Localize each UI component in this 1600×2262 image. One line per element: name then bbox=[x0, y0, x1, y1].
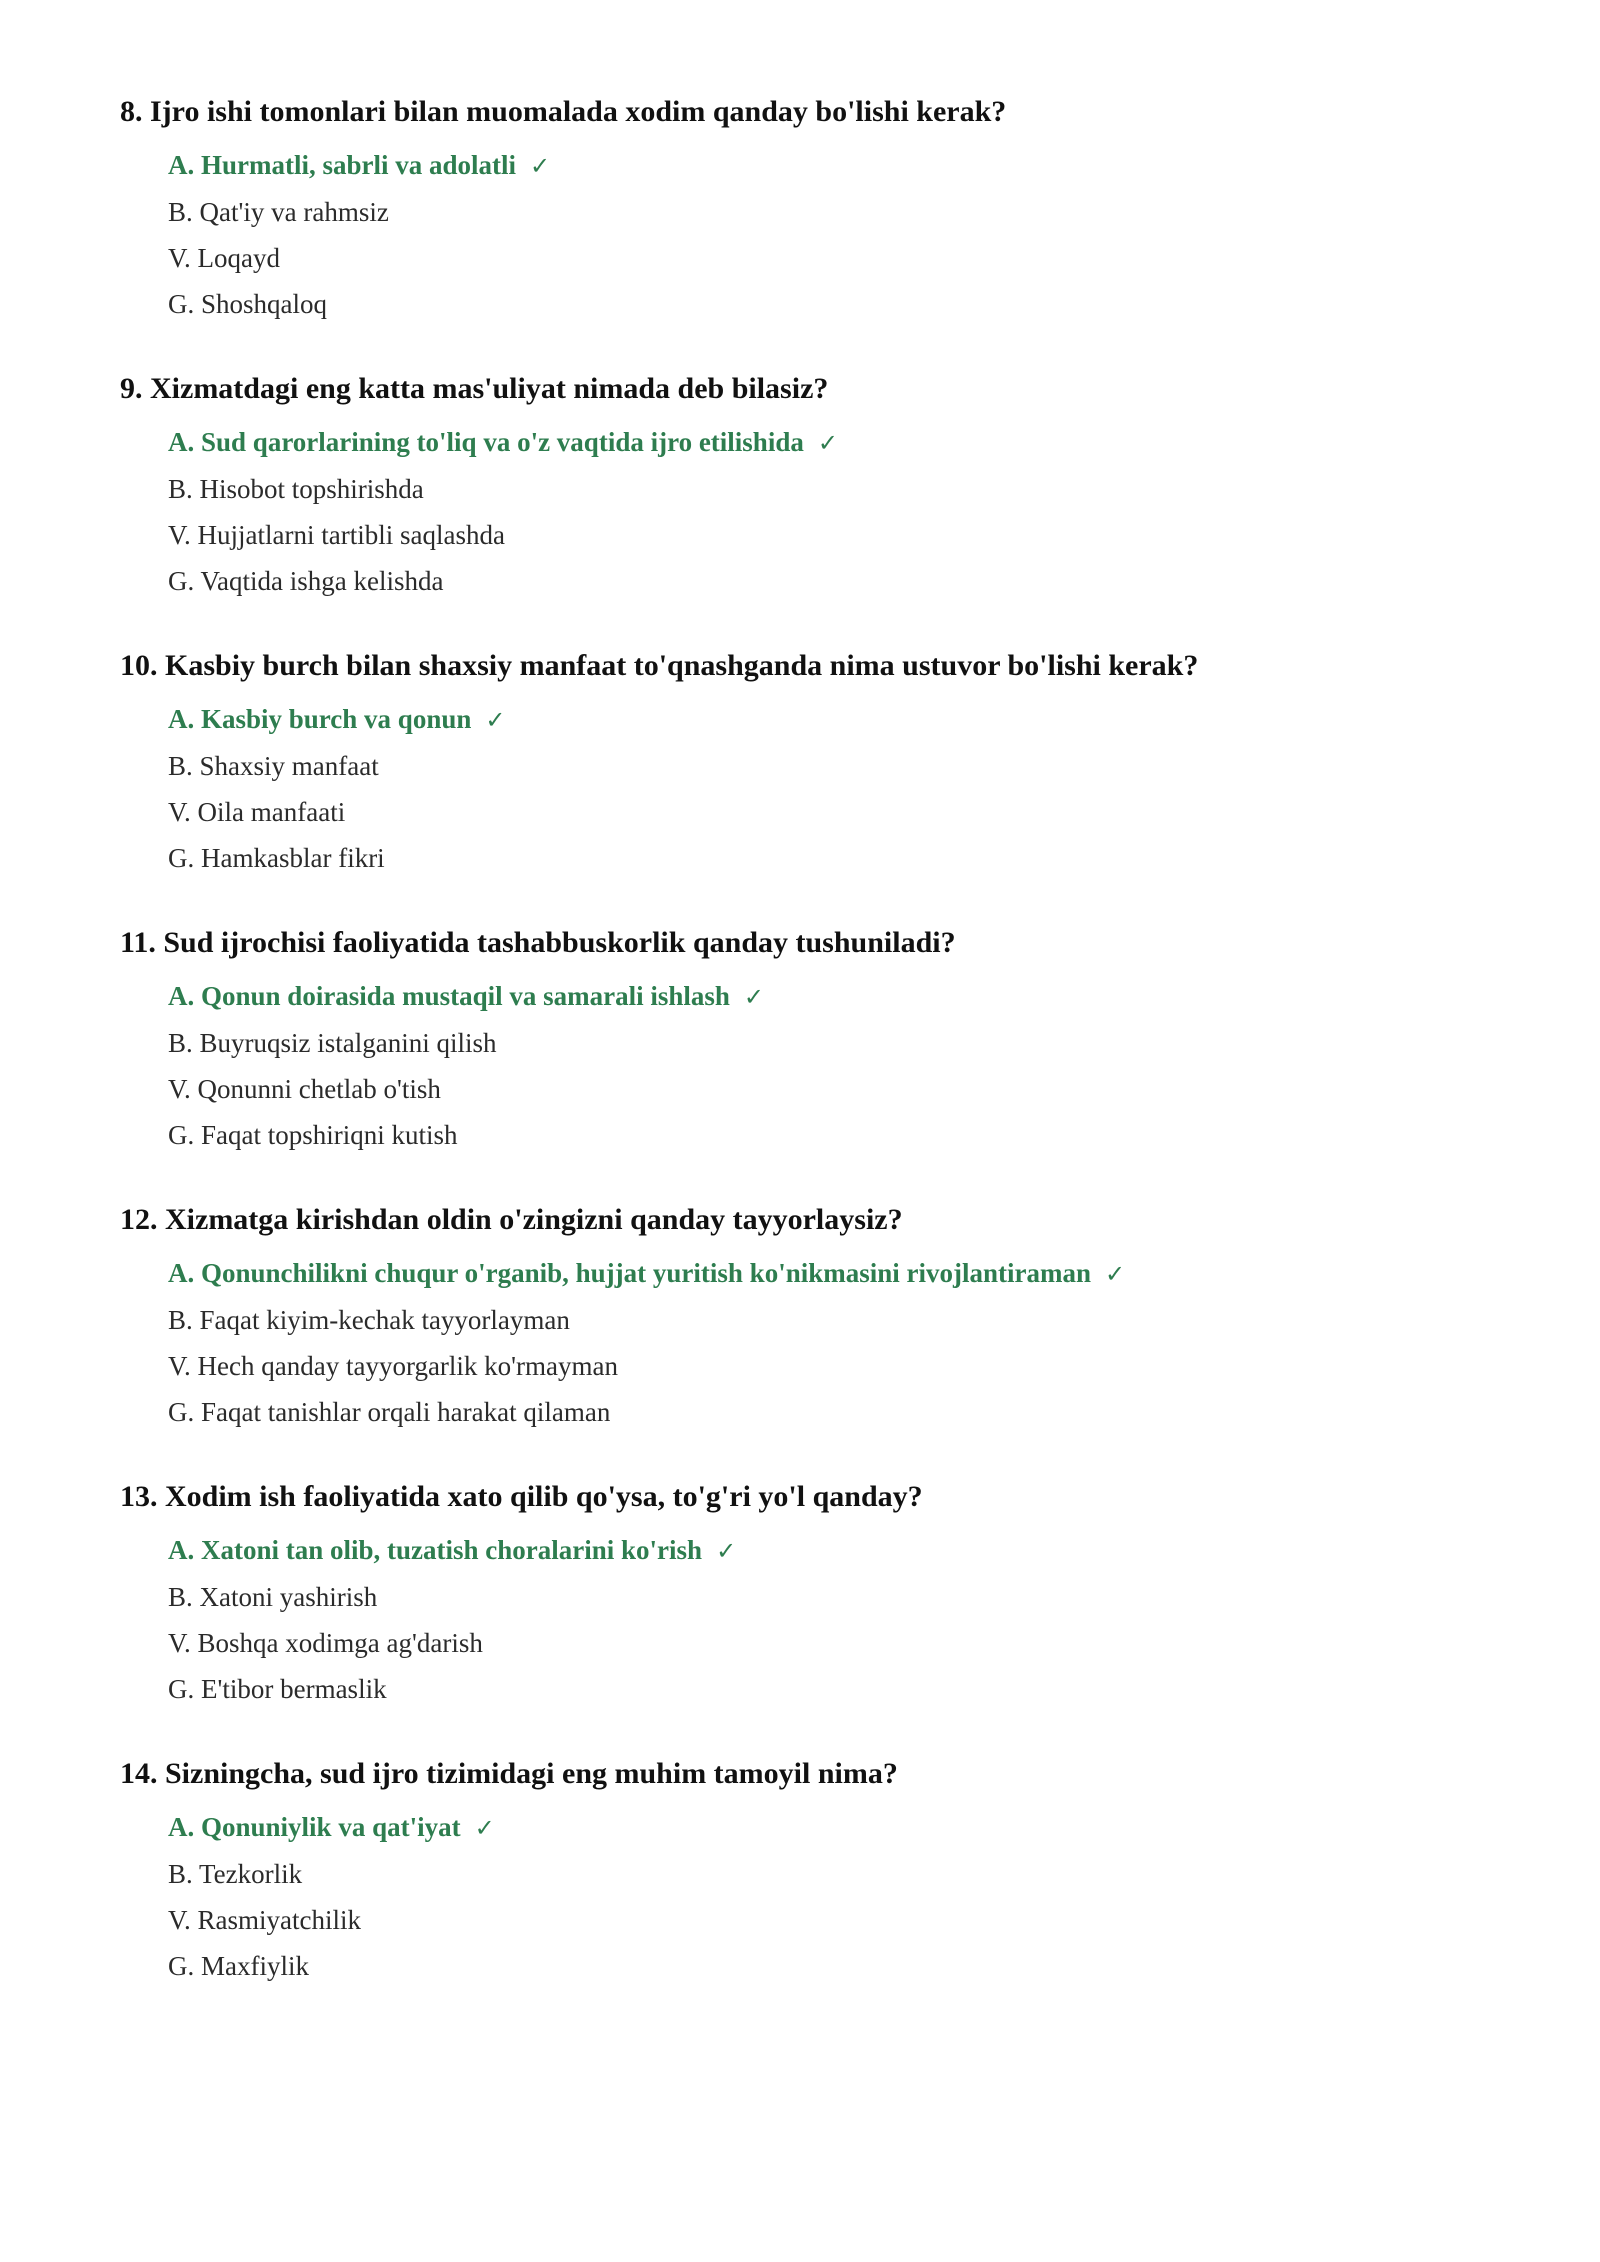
answer-option-text: G. Vaqtida ishga kelishda bbox=[168, 566, 444, 596]
correct-answer-option bbox=[168, 1804, 1480, 1851]
question-title: 13. Xodim ish faoliyatida xato qilib qo'ysa, to'g'ri yo'l qanday? bbox=[120, 1480, 923, 1513]
answer-option-text: A. Hurmatli, sabrli va adolatli bbox=[168, 150, 517, 180]
answer-option-text: G. Faqat tanishlar orqali harakat qilaman bbox=[168, 1397, 611, 1427]
answer-option-text: B. Faqat kiyim-kechak tayyorlayman bbox=[168, 1305, 570, 1335]
answer-option bbox=[168, 466, 1480, 512]
answer-option bbox=[168, 235, 1480, 281]
answer-options bbox=[120, 419, 1480, 604]
answer-option-text: A. Sud qarorlarining to'liq va o'z vaqtida ijro etilishida bbox=[168, 427, 804, 457]
answer-options bbox=[120, 1527, 1480, 1712]
answer-option-text: V. Hujjatlarni tartibli saqlashda bbox=[168, 520, 505, 550]
answer-option bbox=[168, 1851, 1480, 1897]
answer-option bbox=[168, 743, 1480, 789]
answer-options bbox=[120, 973, 1480, 1158]
answer-option-text: B. Tezkorlik bbox=[168, 1859, 303, 1889]
question-block bbox=[120, 646, 1480, 881]
answer-option bbox=[168, 1297, 1480, 1343]
answer-option bbox=[168, 281, 1480, 327]
check-mark-icon: ✓ bbox=[716, 1537, 737, 1565]
answer-option bbox=[168, 558, 1480, 604]
answer-option-text: G. Hamkasblar fikri bbox=[168, 843, 385, 873]
correct-answer-option bbox=[168, 419, 1480, 466]
answer-option-text: A. Qonunchilikni chuqur o'rganib, hujjat yuritish ko'nikmasini rivojlantiraman bbox=[168, 1258, 1091, 1288]
question-title: 14. Sizningcha, sud ijro tizimidagi eng muhim tamoyil nima? bbox=[120, 1757, 898, 1790]
answer-option-text: G. Maxfiylik bbox=[168, 1951, 309, 1981]
answer-option-text: B. Xatoni yashirish bbox=[168, 1582, 378, 1612]
answer-option-text: A. Qonun doirasida mustaqil va samarali ishlash bbox=[168, 981, 730, 1011]
answer-option-text: V. Qonunni chetlab o'tish bbox=[168, 1074, 441, 1104]
question-block bbox=[120, 369, 1480, 604]
answer-option-text: V. Boshqa xodimga ag'darish bbox=[168, 1628, 483, 1658]
question-block bbox=[120, 92, 1480, 327]
answer-option bbox=[168, 789, 1480, 835]
answer-options bbox=[120, 142, 1480, 327]
answer-option bbox=[168, 1020, 1480, 1066]
answer-options bbox=[120, 696, 1480, 881]
correct-answer-option bbox=[168, 1527, 1480, 1574]
answer-option-text: B. Hisobot topshirishda bbox=[168, 474, 424, 504]
answer-options bbox=[120, 1804, 1480, 1989]
answer-option-text: G. E'tibor bermaslik bbox=[168, 1674, 387, 1704]
correct-answer-option bbox=[168, 696, 1480, 743]
answer-option-text: A. Qonuniylik va qat'iyat bbox=[168, 1812, 461, 1842]
question-block bbox=[120, 1477, 1480, 1712]
answer-option-text: V. Hech qanday tayyorgarlik ko'rmayman bbox=[168, 1351, 618, 1381]
question-title: 12. Xizmatga kirishdan oldin o'zingizni qanday tayyorlaysiz? bbox=[120, 1203, 903, 1236]
check-mark-icon: ✓ bbox=[530, 152, 551, 180]
check-mark-icon: ✓ bbox=[485, 706, 506, 734]
answer-option-text: B. Buyruqsiz istalganini qilish bbox=[168, 1028, 497, 1058]
answer-option bbox=[168, 1066, 1480, 1112]
question-list bbox=[120, 92, 1480, 1989]
check-mark-icon: ✓ bbox=[1104, 1260, 1126, 1288]
correct-answer-option bbox=[168, 973, 1480, 1020]
answer-option bbox=[168, 1666, 1480, 1712]
answer-option-text: V. Loqayd bbox=[168, 243, 280, 273]
question-title: 11. Sud ijrochisi faoliyatida tashabbuskorlik qanday tushuniladi? bbox=[120, 926, 956, 959]
answer-option-text: B. Shaxsiy manfaat bbox=[168, 751, 379, 781]
answer-option bbox=[168, 1943, 1480, 1989]
answer-option bbox=[168, 1620, 1480, 1666]
answer-option-text: V. Rasmiyatchilik bbox=[168, 1905, 361, 1935]
question-block bbox=[120, 1200, 1480, 1435]
answer-option-text: G. Faqat topshiriqni kutish bbox=[168, 1120, 458, 1150]
answer-option bbox=[168, 189, 1480, 235]
answer-option bbox=[168, 835, 1480, 881]
answer-option bbox=[168, 1112, 1480, 1158]
answer-option bbox=[168, 1389, 1480, 1435]
answer-option-text: A. Kasbiy burch va qonun bbox=[168, 704, 472, 734]
correct-answer-option bbox=[168, 142, 1480, 189]
answer-option bbox=[168, 1343, 1480, 1389]
check-mark-icon: ✓ bbox=[743, 983, 764, 1011]
correct-answer-option bbox=[168, 1250, 1480, 1297]
answer-option bbox=[168, 1574, 1480, 1620]
answer-option-text: G. Shoshqaloq bbox=[168, 289, 328, 319]
answer-option bbox=[168, 512, 1480, 558]
question-block bbox=[120, 1754, 1480, 1989]
answer-options bbox=[120, 1250, 1480, 1435]
check-mark-icon: ✓ bbox=[817, 429, 838, 457]
answer-option-text: V. Oila manfaati bbox=[168, 797, 346, 827]
question-title: 9. Xizmatdagi eng katta mas'uliyat nimada deb bilasiz? bbox=[120, 372, 829, 405]
question-block bbox=[120, 923, 1480, 1158]
question-title: 10. Kasbiy burch bilan shaxsiy manfaat to'qnashganda nima ustuvor bo'lishi kerak? bbox=[120, 649, 1199, 682]
question-title: 8. Ijro ishi tomonlari bilan muomalada xodim qanday bo'lishi kerak? bbox=[120, 95, 1007, 128]
check-mark-icon: ✓ bbox=[474, 1814, 495, 1842]
answer-option bbox=[168, 1897, 1480, 1943]
answer-option-text: B. Qat'iy va rahmsiz bbox=[168, 197, 389, 227]
answer-option-text: A. Xatoni tan olib, tuzatish choralarini ko'rish bbox=[168, 1535, 703, 1565]
